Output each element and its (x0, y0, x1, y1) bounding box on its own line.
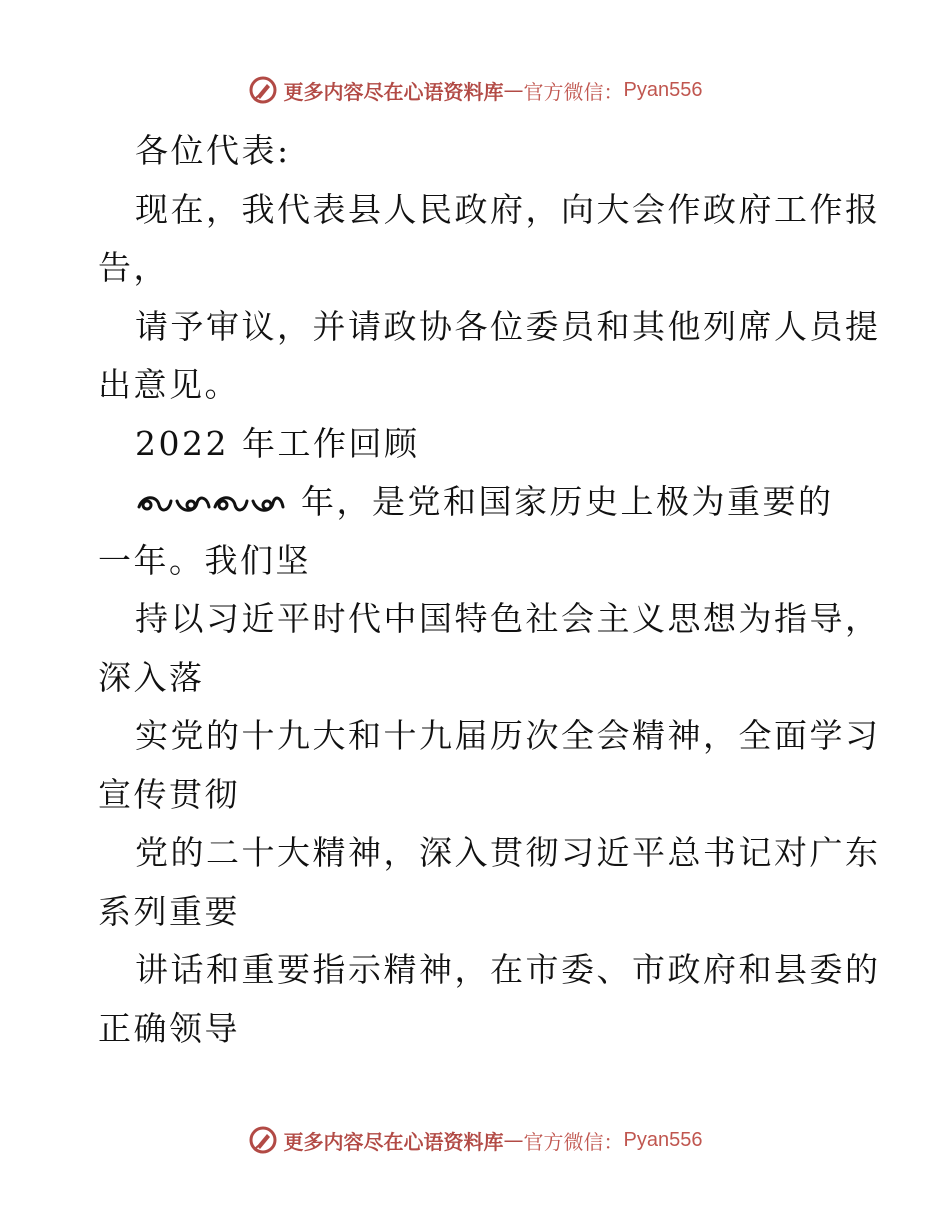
text-line: 系列重要 (98, 891, 240, 931)
text-line: 各位代表: (135, 131, 291, 170)
text-line: 告， (98, 248, 169, 287)
text-line: 出意见。 (98, 365, 240, 404)
text-line: 年，是党和国家历史上极为重要的 (301, 482, 834, 521)
footer-banner (0, 1120, 950, 1160)
pen-logo-icon (248, 75, 278, 105)
banner-wechat-label: 官方微信： (523, 79, 624, 104)
text-line: 一年。我们坚 (98, 540, 311, 580)
text-line: 深入落 (98, 657, 205, 697)
text-line: 讲话和重要指示精神，在市委、市政府和县委的 (135, 950, 881, 989)
banner-lead-text: 更多内容尽在心语资料库 (283, 79, 504, 104)
banner-lead-text: 更多内容尽在心语资料库 (283, 1129, 504, 1154)
decorative-ornament-icon (135, 491, 287, 517)
banner-wechat-id: Pyan556 (623, 1128, 703, 1151)
pen-logo-icon (248, 1125, 278, 1155)
banner-wechat-id: Pyan556 (623, 78, 703, 101)
header-banner (0, 70, 950, 110)
section-heading: 2022 年工作回顾 (135, 423, 420, 463)
text-line-with-ornament (98, 473, 858, 532)
text-line: 持以习近平时代中国特色社会主义思想为指导， (135, 599, 881, 638)
text-line: 宣传贯彻 (98, 774, 240, 814)
banner-dash: — (503, 78, 524, 102)
text-line: 请予审议，并请政协各位委员和其他列席人员提 (135, 306, 881, 346)
banner-dash: — (503, 1128, 524, 1152)
document-body (98, 122, 881, 1058)
text-line: 正确领导 (98, 1008, 240, 1048)
banner-wechat-label: 官方微信： (523, 1129, 624, 1154)
text-line: 实党的十九大和十九届历次全会精神，全面学习 (135, 716, 881, 755)
text-line: 现在，我代表县人民政府，向大会作政府工作报 (135, 189, 881, 229)
text-line: 党的二十大精神，深入贯彻习近平总书记对广东 (135, 833, 881, 872)
